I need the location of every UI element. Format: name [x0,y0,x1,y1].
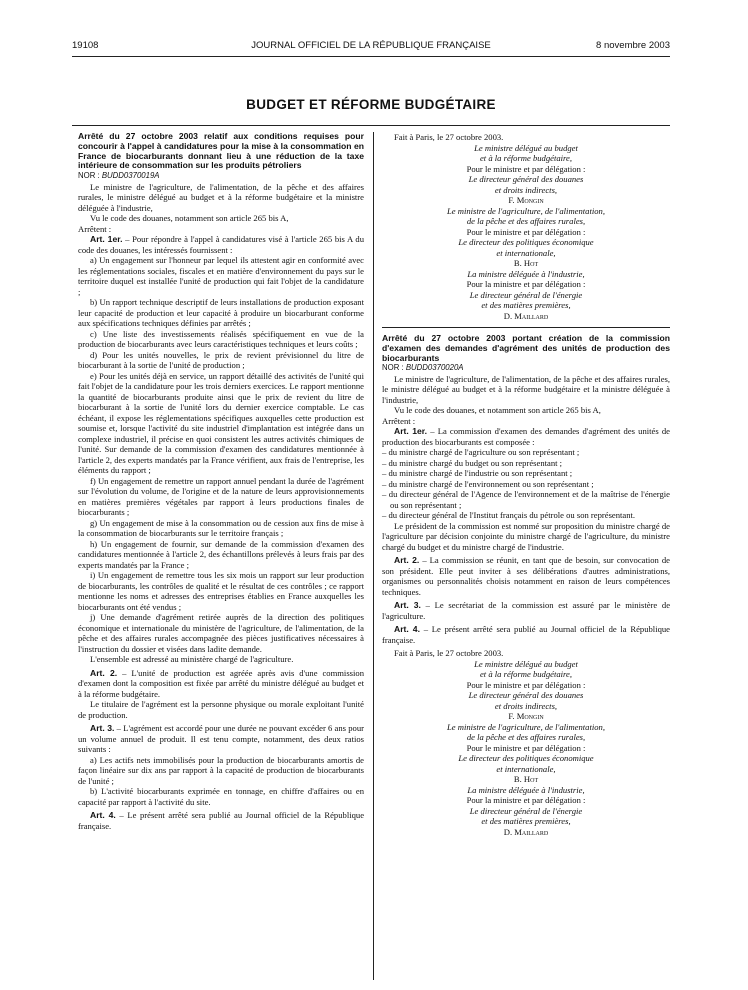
signatory-title: et droits indirects, [494,700,558,711]
nor-reference [78,171,364,182]
article-4 [78,810,364,831]
signatory-title: et droits indirects, [494,184,558,195]
list-item: e) Pour les unités déjà en service, un rapport détaillé des activités de l'unité qui fait l'objet de la candidature pour les trois derniers exercices. Le rapport mentionne la quantité de biocarburants produite ainsi que le prix de revient du litre de biocarburant à la sortie de l'unité lors du dernier exercice comptable. Le cas échéant, il expose les réglementations spécifiques auxquelles cette production est soumise et, lorsque l'activité du site industriel d'implantation est intégrée dans un complexe industriel, il précise en quoi consistent les autres activités chimiques de l'unité. Sur demande de la commission d'examen des candidatures mentionnée à l'article 2, des experts mandatés par la France vérifient, aux frais de l'entreprise, les éléments du rapport ; [78,370,364,476]
arrete-heading: Arrêtent : [382,415,416,426]
list-item: f) Un engagement de remettre un rapport annuel pendant la durée de l'agrément sur l'évolution du volume, de l'origine et de la nature de leurs approvisionnements en matières premières végétales par rapport à leurs productions finales de biocarburants ; [78,475,364,518]
signatory-title: Le directeur général de l'énergie [469,289,583,300]
article-text: – Pour répondre à l'appel à candidatures visé à l'article 265 bis A du code des douanes, les intéressés fournissent : [78,234,364,255]
section-rule [72,125,670,126]
delegation: Pour la ministre et par délégation : [466,279,586,289]
article-text: – Le présent arrêté sera publié au Journal officiel de la République française. [78,810,365,831]
list-item: – du ministre chargé de l'industrie ou son représentant ; [382,468,670,479]
signatory-role: Le ministre de l'agriculture, de l'alimentation, [447,721,605,732]
signatory-role: Le ministre de l'agriculture, de l'alimentation, [447,205,605,216]
done-at: Fait à Paris, le 27 octobre 2003. [394,648,504,659]
signatory-name: F. Mongin [508,711,544,722]
decree-title: Arrêté du 27 octobre 2003 relatif aux conditions requises pour concourir à l'appel à candidatures pour la mise à la consommation en France de biocarburants donnant lieu à une réduction de la taxe intérieure de consommation sur les produits pétroliers [78,131,364,171]
signatory-role: de la pêche et des affaires rurales, [466,732,586,743]
nor-label: NOR : [78,171,100,181]
article-2 [382,555,670,597]
article-3 [382,600,670,621]
signatory-name: F. Mongin [508,195,544,205]
preamble: Le ministre de l'agriculture, de l'alimentation, de la pêche et des affaires rurales, le ministre délégué au budget et à la réforme budgétaire et la ministre déléguée à l'industrie, [78,181,364,213]
journal-title: JOURNAL OFFICIEL DE LA RÉPUBLIQUE FRANÇAISE [251,40,491,51]
signature-block [382,785,670,838]
page-header [72,40,670,54]
preamble: Le ministre de l'agriculture, de l'alimentation, de la pêche et des affaires rurales, le ministre délégué au budget et à la réforme budgétaire et la ministre déléguée à l'industrie, [382,373,670,405]
issue-date: 8 novembre 2003 [596,40,670,51]
signatory-role: La ministre déléguée à l'industrie, [467,784,585,795]
article-1-closing: L'ensemble est adressé au ministère chargé de l'agriculture. [90,654,294,665]
signatory-role: La ministre déléguée à l'industrie, [467,268,585,279]
member-list [382,447,670,521]
signatory-title: Le directeur général de l'énergie [469,805,583,816]
signatory-name: B. Hot [513,258,539,268]
list-item: a) Un engagement sur l'honneur par lequel ils attestent agir en conformité avec les réglementations sociales, fiscales et en matière d'environnement du pays sur le territoire duquel est installée l'unité de production qui fait l'objet de la candidature ; [78,255,364,297]
signature-block [382,206,670,269]
article-2-paragraph: Le titulaire de l'agrément est la personne physique ou morale exploitant l'unité de production. [78,699,364,720]
article-4 [382,624,670,645]
nor-label: NOR : [382,363,404,373]
signatory-title: Le directeur des politiques économique [458,753,594,764]
nor-code: BUDD0370020A [405,363,464,373]
signatory-title: et des matières premières, [481,300,571,310]
list-item: – du ministre chargé du budget ou son représentant ; [382,458,670,469]
list-item: j) Une demande d'agrément retirée auprès de la direction des politiques économique et internationale du ministère de l'agriculture, de l'alimentation, de la pêche et des affaires rurales accompagnée des pièces justificatives nécessaires à l'instruction du dossier et visées dans ladite demande. [78,612,364,654]
signatory-role: Le ministre délégué au budget [474,658,578,669]
article-3 [78,723,364,755]
list-item: – du ministre chargé de l'environnement ou son représentant ; [382,479,670,490]
list-item: – du ministre chargé de l'agriculture ou son représentant ; [382,447,670,458]
right-column [382,132,670,837]
article-label: Art. 2. [394,555,420,566]
signatory-role: et à la réforme budgétaire, [479,153,573,163]
signature-block [382,269,670,322]
signatory-title: et des matières premières, [481,816,571,827]
signatory-name: B. Hot [513,774,539,785]
decree-title: Arrêté du 27 octobre 2003 portant création de la commission d'examen des demandes d'agrément des unités de production des biocarburants [382,333,670,363]
nor-reference [382,363,670,374]
section-title: BUDGET ET RÉFORME BUDGÉTAIRE [246,97,496,112]
article-label: Art. 3. [90,723,115,734]
list-item: – du directeur général de l'Agence de l'environnement et de la maîtrise de l'énergie ou son représentant ; [382,489,670,510]
article-label: Art. 3. [394,600,421,611]
list-item: h) Un engagement de fournir, sur demande de la commission d'examen des candidatures mentionnée à l'article 2, des échantillons prélevés à leurs frais par des experts mandatés par la France ; [78,538,364,570]
left-column [78,132,364,831]
signatory-role: de la pêche et des affaires rurales, [466,216,586,226]
signatory-title: et internationale, [496,247,556,258]
signatory-role: et à la réforme budgétaire, [479,669,573,680]
list-item: d) Pour les unités nouvelles, le prix de revient prévisionnel du litre de biocarburant à la sortie de l'unité de production ; [78,349,364,371]
article-label: Art. 1er. [394,426,428,437]
article-1 [382,426,670,447]
article-1-closing: Le président de la commission est nommé sur proposition du ministre chargé de l'agriculture par décision conjointe du ministre chargé de l'agriculture, du ministre chargé du budget et du ministre chargé de l'industrie. [382,520,670,552]
list-item: g) Un engagement de mise à la consommation ou de cession aux fins de mise à la consommation de biocarburants sur le territoire français ; [78,517,364,539]
article-label: Art. 4. [90,810,116,821]
signatory-name: D. Maillard [503,310,549,321]
article-text: – Le présent arrêté sera publié au Journal officiel de la République française. [382,624,670,645]
page-number: 19108 [72,40,99,51]
visa: Vu le code des douanes, notamment son article 265 bis A, [90,213,289,224]
arrete-heading: Arrêtent : [78,223,112,234]
decree-separator [382,327,670,328]
article-label: Art. 1er. [90,234,123,245]
article-label: Art. 2. [90,667,118,678]
article-text: – La commission se réunit, en tant que de besoin, sur convocation de son président. Elle peut inviter à ses délibérations d'autres administrations, organismes ou personnalités choisis notamment en raison de leurs compétences techniques. [382,555,670,597]
signatory-title: Le directeur général des douanes [468,690,584,701]
article-text: – La commission d'examen des demandes d'agrément des unités de production des biocarburants est composée : [382,426,670,447]
list-item: b) Un rapport technique descriptif de leurs installations de production exposant leur capacité de production et leur capacité à produire un biocarburant conforme aux spécifications techniques définies par arrêtés ; [78,297,364,329]
article-text: – Le secrétariat de la commission est assuré par le ministère de l'agriculture. [382,600,671,621]
article-label: Art. 4. [394,624,420,635]
signatory-role: Le ministre délégué au budget [474,142,578,153]
list-item: c) Une liste des investissements réalisés spécifiquement en vue de la production de biocarburants avec leurs caractéristiques techniques et leurs coûts ; [78,328,364,350]
delegation: Pour la ministre et par délégation : [466,795,586,806]
done-at: Fait à Paris, le 27 octobre 2003. [394,132,504,142]
visa: Vu le code des douanes, et notamment son article 265 bis A, [394,405,601,416]
signature-block [382,143,670,206]
nor-code: BUDD0370019A [101,171,160,181]
signatory-title: Le directeur des politiques économique [458,237,594,247]
list-item: a) Les actifs nets immobilisés pour la production de biocarburants amortis de façon linéaire sur dix ans par rapport à la capacité de production de biocarburants de l'unité ; [78,754,364,786]
header-rule [72,56,670,57]
delegation: Pour le ministre et par délégation : [466,679,586,690]
delegation: Pour le ministre et par délégation : [466,742,586,753]
signatory-title: et internationale, [496,763,556,774]
article-text: – L'agrément est accordé pour une durée ne pouvant excéder 6 ans pour un volume annuel de produit. Il est tenu compte, notamment, des deux ratios suivants : [78,723,364,755]
signatory-name: D. Maillard [503,826,549,837]
article-text: – L'unité de production est agréée après avis d'une commission d'examen dont la composition est fixée par arrêté du ministre délégué au budget et à la réforme budgétaire. [78,667,364,699]
delegation: Pour le ministre et par délégation : [466,226,586,237]
signature-block [382,659,670,722]
signature-block [382,722,670,785]
article-2 [78,668,364,700]
column-divider [373,132,374,980]
list-item: i) Un engagement de remettre tous les six mois un rapport sur leur production de biocarburants, les contrôles de qualité et le résultat de ces contrôles ; ce rapport mentionne les noms et adresses des entreprises établies en France auxquelles les biocarburants ont été vendus ; [78,570,364,612]
signatory-title: Le directeur général des douanes [468,174,584,184]
article-1 [78,234,364,255]
list-item: – du directeur général de l'Institut français du pétrole ou son représentant. [382,510,670,521]
delegation: Pour le ministre et par délégation : [466,163,586,174]
list-item: b) L'activité biocarburants exprimée en tonnage, en chiffre d'affaires ou en capacité par rapport à l'activité du site. [78,786,364,807]
